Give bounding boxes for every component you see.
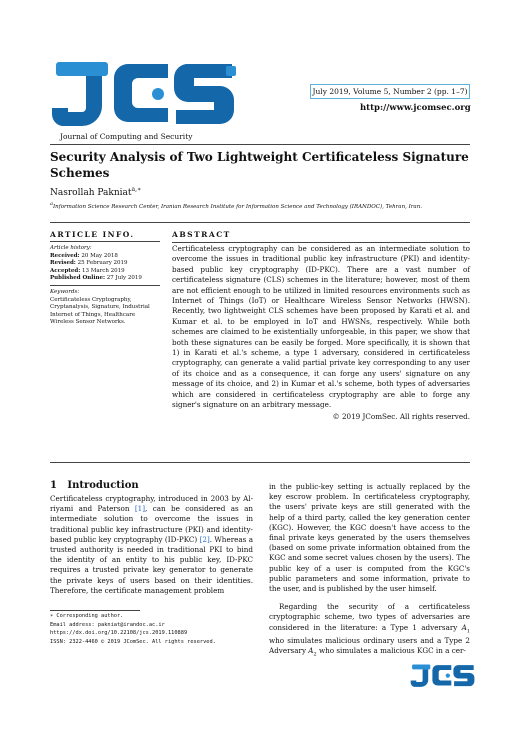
- logo-j-top: [56, 62, 108, 76]
- email-link[interactable]: pakniat@irandoc.ac.ir: [97, 621, 165, 628]
- abstract-heading: ABSTRACT: [172, 230, 470, 243]
- footnote-issn: ISSN: 2322-4460 © 2019 JComSec. All rights reserved.: [50, 638, 216, 645]
- history-label: Article history:: [50, 245, 92, 252]
- journal-logo: [50, 60, 250, 130]
- issue-info: July 2019, Volume 5, Number 2 (pp. 1–7): [310, 84, 470, 99]
- footnote-email: Email address: pakniat@irandoc.ac.ir: [50, 621, 165, 628]
- affiliation-mark: a: [50, 201, 53, 207]
- journal-name: Journal of Computing and Security: [60, 132, 193, 141]
- keywords: Certificateless Cryptography, Cryptanalysis, Signature, Industrial Internet of Things, Healthcare Wireless Sensor Networks.: [50, 296, 150, 326]
- footnote: [50, 612, 255, 646]
- affiliation: [50, 200, 470, 211]
- intro-paragraph-1: in the public-key setting is actually replaced by the key escrow problem. In certificateless cryptography, the users' private keys are still generated with the help of a third party, called the key generation center (KGC). However, the KGC doesn't have access to the final private keys generated by the users themselves (based on some private information obtained from the KGC and some secret values chosen by the users). The public key of a user is computed from the KGC's public parameters and some information, private to the user, and is published by the user himself.: [269, 482, 470, 594]
- affiliation-text: Information Science Research Center, Iranian Research Institute for Information Science and Technology (IRANDOC), Tehran, Iran.: [52, 203, 422, 210]
- logo-s-accent: [226, 66, 236, 76]
- section-rule: [50, 222, 470, 223]
- intro-number: 1: [50, 480, 57, 491]
- citation-2[interactable]: [2]: [199, 534, 210, 544]
- intro-heading: [50, 480, 139, 491]
- intro-title: Introduction: [67, 480, 139, 491]
- keywords-label: Keywords:: [50, 285, 160, 296]
- header-rule: [50, 144, 470, 145]
- logo-j-body: [52, 76, 102, 126]
- abstract-rule: [50, 462, 470, 463]
- article-info-heading: ARTICLE INFO.: [50, 231, 160, 242]
- footnote-doi[interactable]: https://dx.doi.org/10.22108/jcs.2019.110889: [50, 630, 188, 637]
- journal-url[interactable]: http://www.jcomsec.org: [360, 103, 471, 113]
- author-marks: a,∗: [131, 186, 142, 193]
- logo-s: [174, 64, 234, 124]
- logo-c-dot: [152, 88, 164, 100]
- footnote-corresponding: ∗ Corresponding author.: [50, 613, 124, 619]
- article-info: [50, 230, 160, 326]
- author-line: [50, 186, 141, 198]
- paper-title: Security Analysis of Two Lightweight Certificateless Signature Schemes: [50, 150, 469, 180]
- footer-logo: [410, 660, 480, 692]
- intro-right-column: [269, 482, 470, 660]
- history-received: Received: 20 May 2018: [50, 252, 118, 259]
- abstract-copyright: © 2019 JComSec. All rights reserved.: [332, 411, 470, 421]
- author-name: Nasrollah Pakniat: [50, 188, 132, 198]
- history-accepted: Accepted: 13 March 2019: [50, 267, 125, 274]
- abstract-text: [172, 244, 470, 422]
- history-published: Published Online: 27 July 2019: [50, 275, 142, 282]
- abstract-body: Certificateless cryptography can be considered as an intermediate solution to overcome the issues in traditional public key infrastructure (PKI) and identity-based public key cryptography (ID-PKC). There are a vast number of certificateless signature (CLS) schemes in the literature; however, most of them are not efficient enough to be utilized in limited resources environments such as Internet of Things (IoT) or Healthcare Wireless Sensor Networks (HWSN). Recently, two lightweight CLS schemes have been proposed by Karati et al. and Kumar et al. to be employed in IoT and HWSNs, respectively. While both schemes are claimed to be existentially unforgeable, in this paper, we show that both these signatures can be easily be forged. More specifically, it is shown that 1) in Karati et al.'s scheme, a type 1 adversary, considered in certificateless cryptography, can generate a valid partial private key corresponding to any user of its choice and as a consequence, it can forge any users' signature on any message of its choice, and 2) in Kumar et al.'s scheme, both types of adversaries which are considered in certificateless cryptography are able to forge any signer's signature on an arbitrary message.: [172, 244, 470, 410]
- footnote-rule: [50, 610, 140, 611]
- citation-1[interactable]: [1]: [134, 504, 146, 514]
- history-revised: Revised: 25 February 2019: [50, 260, 128, 267]
- intro-paragraph-2: Regarding the security of a certificateless cryptographic scheme, two types of adversaries are considered in the literature: a Type 1 adversary $A_1$ who simulates malicious ordinary users and a Type 2 Adversary $A_2$ who simulates a malicious KGC in a cer-: [269, 602, 470, 658]
- intro-left-column: Certificateless cryptography, introduced in 2003 by Al-riyami and Paterson [1], can be considered as an intermediate solution to overcome the issues in traditional public key infrastructure (PKI) and identity-based public key cryptography (ID-PKC) [2]. Whereas a trusted authority is needed in traditional PKI to bind the identity of an entity to his public key, ID-PKC requires a trusted private key generator to generate the private keys of users based on their identities. Therefore, the certificate management problem: [50, 494, 254, 595]
